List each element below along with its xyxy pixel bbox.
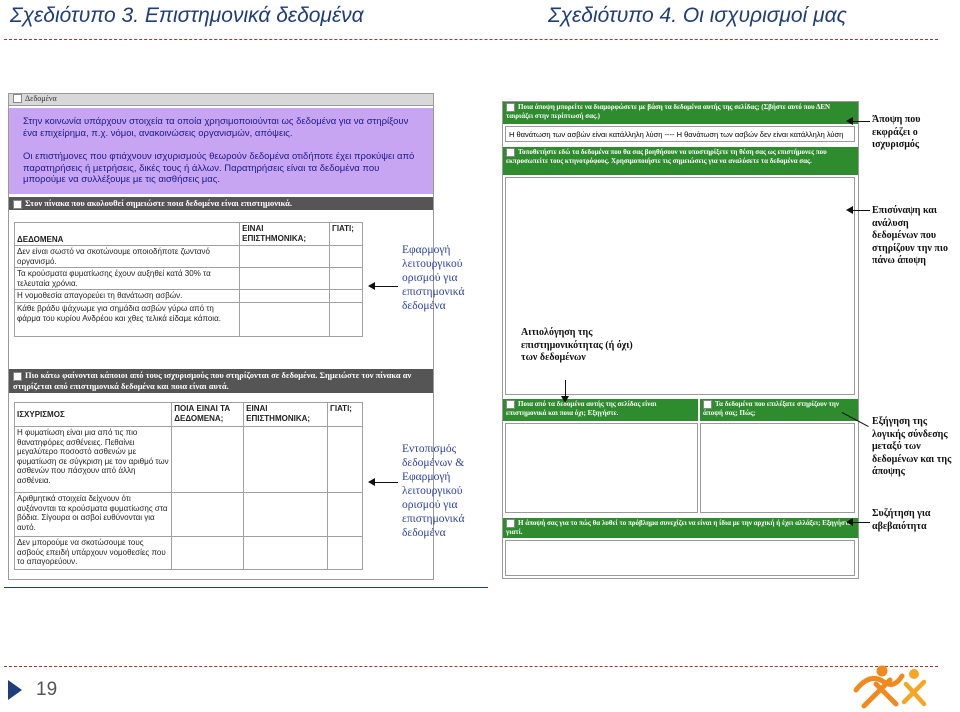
instruction-bar-2: [9, 369, 433, 393]
arrow-head-icon: [368, 282, 375, 290]
answer-cell[interactable]: [244, 427, 328, 493]
green-bar-scientific: [503, 399, 698, 421]
checkbox-icon: [506, 400, 515, 409]
table-row: Τα κρούσματα φυματίωσης έχουν αυξηθεί κατά 30% τα τελευταία χρόνια.: [15, 268, 240, 290]
left-underline: [4, 587, 488, 588]
col-header-why: ΓΙΑΤΙ;: [330, 223, 363, 246]
worksheet-3: [8, 93, 434, 580]
triangle-icon: [8, 680, 22, 700]
answer-cell[interactable]: [328, 427, 363, 493]
green-bar-view-text: Ποια άποψη μπορείτε να διαμορφώσετε με βάση τα δεδομένα αυτής της σελίδας; (Σβήστε αυτό που ΔΕΝ ταιριάζει στην περίπτωσή σας.): [506, 103, 831, 120]
note-uncertainty: Συζήτηση για αβεβαιότητα: [872, 508, 931, 532]
table-row: Δεν μπορούμε να σκοτώσουμε τους ασβούς επειδή υπάρχουν νομοθεσίες που το απαγορεύουν.: [15, 537, 172, 570]
arrow-head-icon: [561, 396, 569, 403]
green-bar-support: [700, 399, 858, 421]
page-number: 19: [36, 679, 58, 700]
support-answer-area[interactable]: [700, 423, 855, 513]
table-row: Η νομοθεσία απαγορεύει τη θανάτωση ασβών.: [15, 290, 240, 303]
answer-cell[interactable]: [244, 537, 328, 570]
green-bar-view: [503, 102, 858, 124]
right-title: Σχεδιότυπο 4. Οι ισχυρισμοί μας: [548, 4, 847, 27]
arrow-head-icon: [846, 518, 853, 526]
table-row: Η φυματίωση είναι μια από τις πιο θανατηφόρες ασθένειες. Πεθαίνει μεγαλύτερο ποσοστό ασθενών με φυματίωση σε σύγκριση με τον αριθμό των ασθενών που πάσχουν από άλλη ασθένεια.: [15, 427, 172, 493]
checkbox-icon: [13, 200, 22, 209]
left-title: Σχεδιότυπο 3. Επιστημονικά δεδομένα: [10, 4, 364, 27]
note-data-attachment: Επισύναψη και ανάλυση δεδομένων που στηρίζουν την πιο πάνω άποψη: [872, 205, 948, 266]
green-bar-support-text: Τα δεδομένα που επιλέξατε στηρίζουν την άποψή σας; Πώς;: [703, 400, 839, 417]
reflection-answer-area[interactable]: [505, 540, 855, 576]
col-header-why: ΓΙΑΤΙ;: [328, 403, 363, 427]
col-header-scientific: ΕΙΝΑΙ ΕΠΙΣΤΗΜΟΝΙΚΑ;: [240, 223, 330, 246]
worksheet-3-header: [9, 94, 433, 106]
answer-cell[interactable]: [244, 493, 328, 537]
answer-cell[interactable]: [330, 303, 363, 337]
instruction-bar-1-text: Στον πίνακα που ακολουθεί σημειώστε ποια δεδομένα είναι επιστημονικά.: [25, 198, 292, 208]
checkbox-icon: [13, 94, 22, 103]
answer-cell[interactable]: [240, 268, 330, 290]
table-row: Κάθε βράδυ ψάχνωμε για σημάδια ασβών γύρω από τη φάρμα του κυρίου Ανδρέου και χθες τελικά είδαμε κάποια.: [15, 303, 240, 337]
arrow: [852, 522, 870, 523]
arrow: [852, 121, 870, 122]
col-header-scientific: ΕΙΝΑΙ ΕΠΙΣΤΗΜΟΝΙΚΑ;: [244, 403, 328, 427]
answer-cell[interactable]: [328, 537, 363, 570]
intro-paragraph-2: Οι επιστήμονες που φτιάχνουν ισχυρισμούς θεωρούν δεδομένα οτιδήποτε έχει προκύψει από παρατηρήσεις ή μετρήσεις, δικές τους ή άλλων. Παρατηρήσεις είναι τα δεδομένα που μπορούμε να συλλέξουμε με τις αισθήσεις μας.: [23, 151, 415, 185]
instruction-bar-1: [9, 197, 433, 210]
checkbox-icon: [703, 400, 712, 409]
arrow-head-icon: [846, 117, 853, 125]
claims-table: [14, 402, 363, 570]
answer-cell[interactable]: [240, 246, 330, 268]
instruction-bar-2-text: Πιο κάτω φαίνονται κάποιοι από τους ισχυρισμούς που στηρίζονται σε δεδομένα. Σημειώστε τον πίνακα αν στηρίζεται από επιστημονικά δεδομένα και ποια είναι αυτά.: [13, 370, 412, 391]
col-header-which-data: ΠΟΙΑ ΕΙΝΑΙ ΤΑ ΔΕΔΟΜΕΝΑ;: [172, 403, 244, 427]
answer-cell[interactable]: [240, 303, 330, 337]
intro-box: [9, 108, 433, 194]
answer-cell[interactable]: [330, 246, 363, 268]
answer-cell[interactable]: [240, 290, 330, 303]
logo-icon: [850, 662, 930, 710]
answer-cell[interactable]: [172, 493, 244, 537]
intro-paragraph-1: Στην κοινωνία υπάρχουν στοιχεία τα οποία χρησιμοποιούνται ως δεδομένα για να στηρίξουν ένα επιχείρημα, π.χ. νόμοι, ανακοινώσεις οργανισμών, απόψεις.: [23, 116, 409, 139]
answer-cell[interactable]: [172, 427, 244, 493]
worksheet-4: [502, 101, 859, 579]
view-options[interactable]: [505, 126, 855, 142]
green-bar-data-text: Τοποθετήστε εδώ τα δεδομένα που θα σας βοηθήσουν να υποστηρίξετε τη θέση σας ως επιστήμονες που εκπροσωπείτε τους κτηνοτρόφους. Χρησιμοποιήστε τις σημειώσεις για να αναλύσετε τα δεδομένα σας.: [506, 148, 827, 165]
scientific-answer-area[interactable]: [505, 423, 698, 513]
note-data-identification: Εντοπισμός δεδομένων & Εφαρμογή λειτουργικού ορισμού για επιστημονικά δεδομένα: [402, 443, 465, 539]
top-divider: [4, 39, 938, 40]
green-bar-reflection: [503, 518, 858, 538]
green-bar-reflection-text: Η άποψή σας για το πώς θα λυθεί το πρόβλημα συνεχίζει να είναι η ίδια με την αρχική ή έχει αλλάξει; Εξηγήστε γιατί.: [506, 519, 852, 536]
option-killing-suitable[interactable]: Η θανάτωση των ασβών είναι κατάλληλη λύση: [509, 130, 663, 139]
bottom-divider: [4, 666, 938, 667]
answer-cell[interactable]: [328, 493, 363, 537]
checkbox-icon: [506, 519, 515, 528]
note-operational-definition: Εφαρμογή λειτουργικού ορισμού για επιστημονικά δεδομένα: [402, 244, 465, 312]
checkbox-icon: [506, 103, 515, 112]
checkbox-icon: [506, 148, 515, 157]
answer-cell[interactable]: [330, 268, 363, 290]
option-killing-not-suitable[interactable]: Η θανάτωση των ασβών δεν είναι κατάλληλη λύση: [676, 130, 844, 139]
arrow-head-icon: [846, 206, 853, 214]
table-row: Αριθμητικά στοιχεία δείχνουν ότι αυξάνονται τα κρούσματα φυματίωσης στα βόδια. Σίγουρα οι ασβοί ευθύνονται για αυτό.: [15, 493, 172, 537]
col-header-claim: ΙΣΧΥΡΙΣΜΟΣ: [15, 403, 172, 427]
note-claim-view: Άποψη που εκφράζει ο ισχυρισμός: [872, 114, 921, 150]
arrow-head-icon: [368, 478, 375, 486]
answer-cell[interactable]: [330, 290, 363, 303]
checkbox-icon: [13, 372, 22, 381]
col-header-data: ΔΕΔΟΜΕΝΑ: [15, 223, 240, 246]
answer-cell[interactable]: [172, 537, 244, 570]
green-bar-scientific-text: Ποια από τα δεδομένα αυτής της σελίδας είναι επιστημονικά και ποια όχι; Εξηγήστε.: [506, 400, 657, 417]
note-logical-connection: Εξήγηση της λογικής σύνδεσης μεταξύ των δεδομένων και της άποψης: [872, 416, 952, 477]
arrow: [374, 286, 398, 287]
worksheet-3-header-label: Δεδομένα: [25, 94, 57, 103]
option-separator: ----: [664, 130, 675, 139]
green-bar-data: [503, 147, 858, 175]
data-table: [14, 222, 363, 337]
arrow: [374, 482, 398, 483]
note-scientificity: Αιτιολόγηση της επιστημονικότητας (ή όχι) των δεδομένων: [521, 327, 639, 365]
table-row: Δεν είναι σωστό να σκοτώνουμε οποιοδήποτε ζωντανό οργανισμό.: [15, 246, 240, 268]
arrow: [852, 210, 870, 211]
